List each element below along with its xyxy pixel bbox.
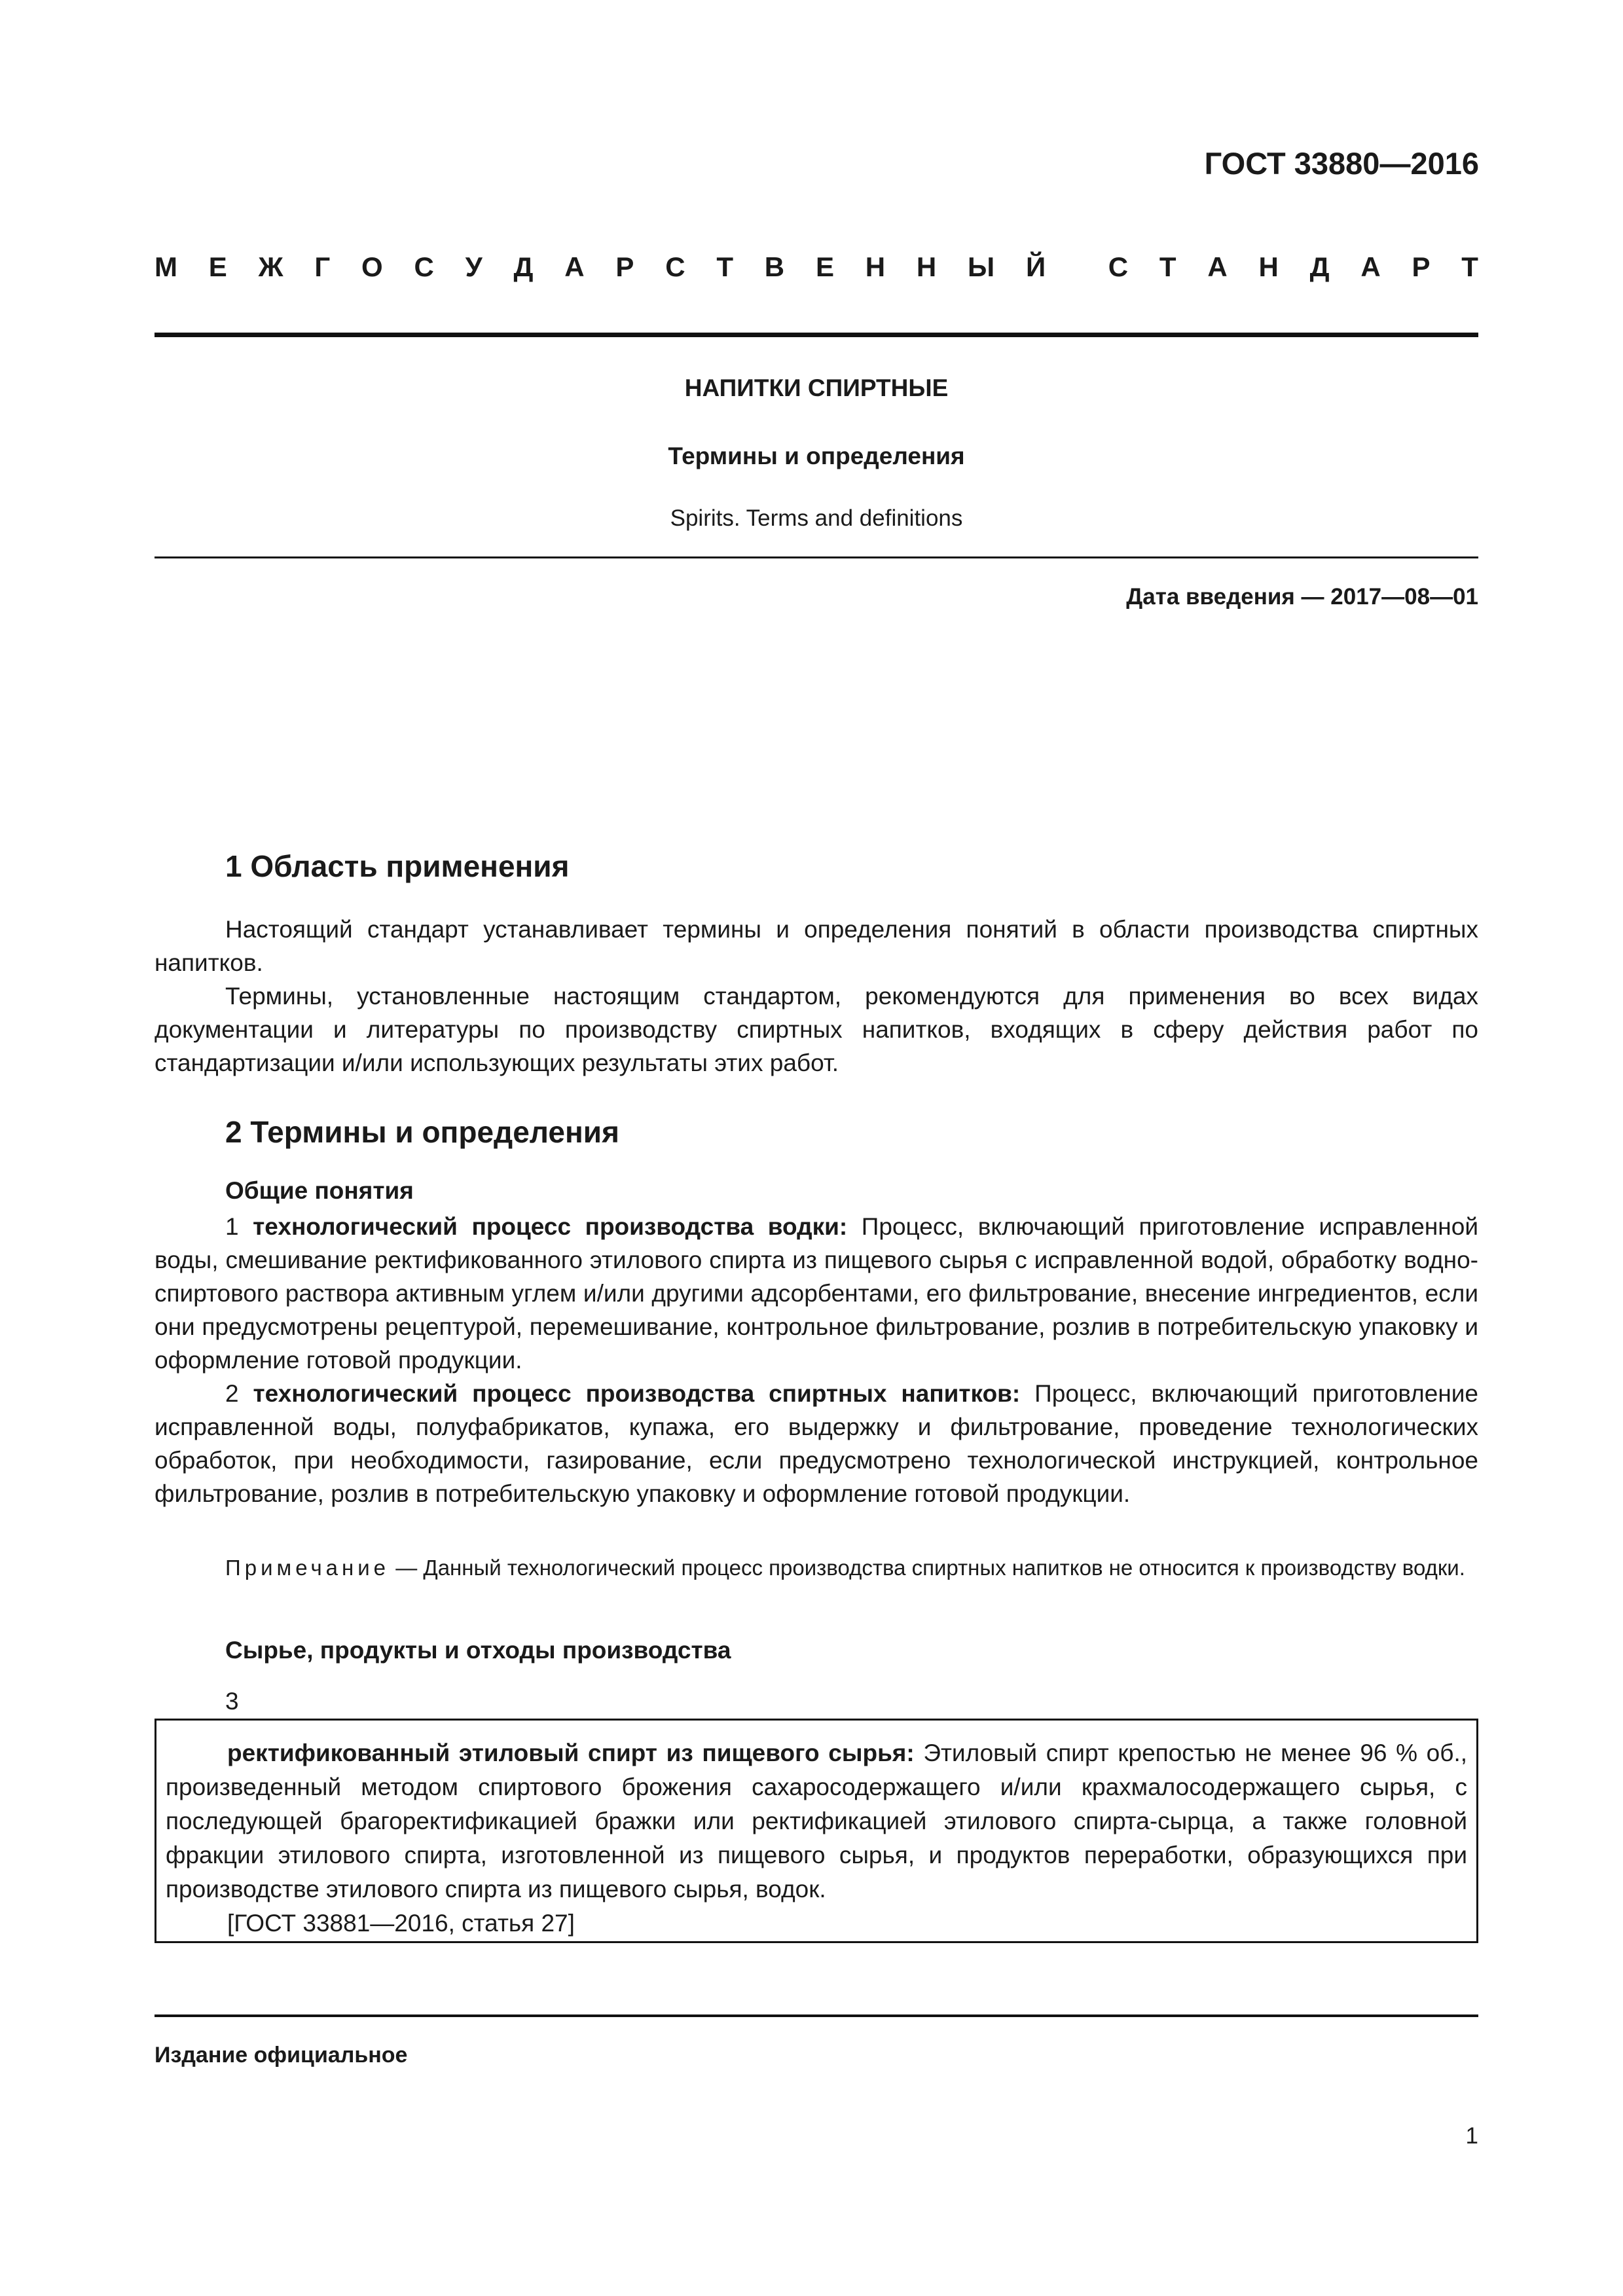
section-1-heading: 1 Область применения	[225, 849, 570, 883]
interstate-standard-heading	[155, 251, 1478, 291]
general-concepts-heading: Общие понятия	[225, 1177, 414, 1204]
raw-materials-heading: Сырье, продукты и отходы производства	[225, 1637, 731, 1664]
standard-number: ГОСТ 33880—2016	[1204, 146, 1479, 181]
term-definition: Процесс, включающий приготовление исправленной воды, полуфабрикатов, купажа, его выдержку и фильтрование, проведение технологических обработок, при необходимости, газирование, если предусмотрено технологической инструкцией, контрольное фильтрование, розлив в потребительскую упаковку и оформление готовой продукции.	[155, 1380, 1478, 1507]
term-number: 2	[225, 1380, 239, 1407]
interstate-letter: Д	[513, 251, 534, 282]
interstate-letter: Ы	[968, 251, 995, 282]
interstate-letter: Т	[1159, 251, 1176, 282]
section-2-heading: 2 Термины и определения	[225, 1115, 619, 1149]
introduction-date: Дата введения — 2017—08—01	[1126, 584, 1478, 610]
term-entry	[155, 1377, 1478, 1510]
interstate-letter: Н	[865, 251, 886, 282]
interstate-letter: Н	[916, 251, 937, 282]
interstate-letter: М	[155, 251, 177, 282]
term-source: [ГОСТ 33881—2016, статья 27]	[227, 1910, 575, 1937]
term-name: технологический процесс производства водки:	[253, 1213, 848, 1240]
note-text: — Данный технологический процесс производства спиртных напитков не относится к производству водки.	[395, 1556, 1465, 1580]
term-definition: Этиловый спирт крепостью не менее 96 % об., произведенный методом спиртового брожения сахаросодержащего и/или крахмалосодержащего сырья, с последующей брагоректификацией бражки или ректификацией этилового спирта-сырца, а также головной фракции этилового спирта, изготовленной из пищевого сырья, и продуктов переработки, образующихся при производстве этилового спирта из пищевого сырья, водок.	[166, 1740, 1468, 1903]
interstate-letter: А	[1207, 251, 1228, 282]
interstate-letter: Г	[314, 251, 331, 282]
interstate-letter: Й	[1025, 251, 1046, 282]
interstate-letter: О	[361, 251, 383, 282]
interstate-letter: С	[665, 251, 685, 282]
section-2-terms	[155, 1210, 1478, 1510]
title-rule	[155, 556, 1478, 558]
footer-rule	[155, 2014, 1478, 2017]
note	[155, 1552, 1478, 1584]
term-entry	[166, 1736, 1467, 1906]
section-1-text	[155, 913, 1478, 1080]
note-label: Примечание	[225, 1556, 390, 1580]
interstate-letter: Е	[815, 251, 834, 282]
page-number: 1	[1465, 2123, 1478, 2149]
edition-label: Издание официальное	[155, 2043, 408, 2068]
interstate-letter: Н	[1258, 251, 1279, 282]
term-definition: Процесс, включающий приготовление исправленной воды, смешивание ректификованного этилового спирта из пищевого сырья с исправленной водой, обработку водно-спиртового раствора активным углем и/или другими адсорбентами, его фильтрование, внесение ингредиентов, если они предусмотрены рецептурой, перемешивание, контрольное фильтрование, розлив в потребительскую упаковку и оформление готовой продукции.	[155, 1213, 1478, 1374]
interstate-letter: Е	[208, 251, 227, 282]
interstate-letter: У	[465, 251, 483, 282]
header-rule	[155, 333, 1478, 337]
interstate-letter: А	[1360, 251, 1381, 282]
interstate-letter: А	[564, 251, 585, 282]
interstate-letter: С	[1108, 251, 1129, 282]
interstate-letter: Т	[716, 251, 733, 282]
interstate-letter: Р	[615, 251, 634, 282]
document-subtitle: Термины и определения	[668, 443, 965, 469]
term-entry	[155, 1210, 1478, 1377]
english-title: Spirits. Terms and definitions	[670, 505, 963, 531]
interstate-letter: В	[764, 251, 785, 282]
interstate-letter: Д	[1309, 251, 1330, 282]
interstate-letter: С	[414, 251, 434, 282]
section-1-paragraph: Настоящий стандарт устанавливает термины и определения понятий в области производства спиртных напитков.	[155, 916, 1478, 976]
interstate-letter: Т	[1461, 251, 1478, 282]
term-name: ректификованный этиловый спирт из пищевого сырья:	[227, 1740, 915, 1766]
interstate-letter: Ж	[258, 251, 283, 282]
document-title: НАПИТКИ СПИРТНЫЕ	[684, 374, 949, 401]
term-number: 3	[225, 1688, 239, 1715]
interstate-letter: Р	[1412, 251, 1431, 282]
term-3-box	[155, 1719, 1478, 1943]
term-name: технологический процесс производства спиртных напитков:	[253, 1380, 1021, 1407]
section-1-paragraph: Термины, установленные настоящим стандартом, рекомендуются для применения во всех видах документации и литературы по производству спиртных напитков, входящих в сферу действия работ по стандартизации и/или использующих результаты этих работ.	[155, 983, 1478, 1076]
term-number: 1	[225, 1213, 239, 1240]
